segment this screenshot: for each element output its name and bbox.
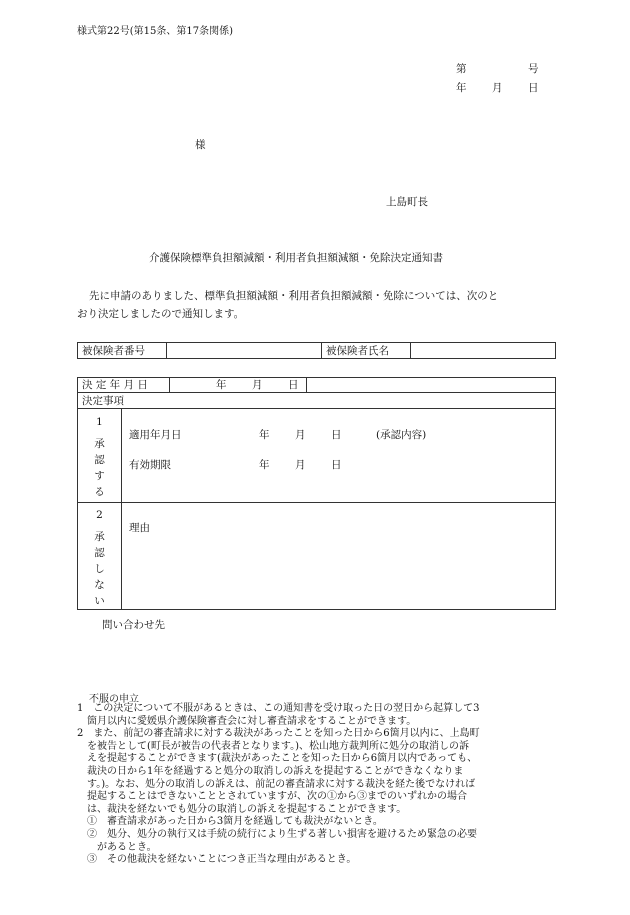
- insured-table: [77, 342, 556, 359]
- approve-char: 認: [94, 454, 105, 466]
- reject-char: な: [94, 579, 105, 591]
- objection-line: えを提起することができます(裁決があったことを知った日から6箇月以内であっても、: [77, 753, 478, 765]
- doc-number-gou: 号: [528, 63, 539, 75]
- objection-line: 1 この決定について不服があるときは、この通知書を受け取った日の翌日から起算して3: [77, 703, 480, 714]
- decision-date-row: [78, 378, 556, 393]
- intro-line-2: おり決定しましたので通知します。: [77, 308, 245, 320]
- decision-date-month: 月: [252, 379, 263, 391]
- date-year: 年: [456, 82, 467, 94]
- applied-year: 年: [259, 429, 270, 441]
- reject-label-cell: [78, 503, 122, 610]
- decision-date-label: 決 定 年 月 日: [78, 378, 170, 392]
- decision-date-value: [170, 378, 307, 392]
- applied-date-label: 適用年月日: [129, 429, 182, 441]
- objection-line: 箇月以内に愛媛県介護保険審査会に対し審査請求をすることができます。: [77, 715, 417, 727]
- objection-line: 提起することはできないこととされていますが、次の①から③までのいずれかの場合: [77, 791, 467, 803]
- approve-char: す: [94, 470, 105, 482]
- insured-name-value: [411, 343, 556, 359]
- decision-date-year: 年: [216, 379, 227, 391]
- document-title: 介護保険標準負担額減額・利用者負担額減額・免除決定通知書: [149, 252, 443, 264]
- intro-line-1: 先に申請のありました、標準負担額減額・利用者負担額減額・免除については、次のと: [89, 290, 499, 302]
- objection-line: があるとき。: [77, 841, 157, 853]
- valid-month: 月: [295, 459, 306, 471]
- doc-number-dai: 第: [456, 63, 467, 75]
- objection-line: 2 また、前記の審査請求に対する裁決があったことを知った日から6箇月以内に、上島町: [77, 728, 480, 740]
- valid-period-label: 有効期限: [129, 459, 171, 471]
- decision-matters-label: 決定事項: [78, 393, 556, 409]
- form-number: 様式第22号(第15条、第17条関係): [77, 26, 233, 37]
- sender: 上島町長: [386, 196, 428, 208]
- inquiry-label: 問い合わせ先: [102, 619, 165, 631]
- objection-line: を被告として(町長が被告の代表者となります。)、松山地方裁判所に処分の取消しの訴: [77, 740, 470, 752]
- objection-line: ③ その他裁決を経ないことにつき正当な理由があるとき。: [77, 854, 357, 866]
- applied-month: 月: [295, 429, 306, 441]
- approve-char: る: [94, 486, 105, 498]
- approve-number: 1: [96, 416, 103, 428]
- approve-content-cell: [122, 409, 556, 503]
- reject-char: 承: [94, 531, 105, 543]
- date-day: 日: [528, 82, 539, 94]
- reason-label: 理由: [129, 522, 150, 534]
- decision-date-day: 日: [288, 379, 299, 391]
- objection-line: す。)。なお、処分の取消しの訴えは、前記の審査請求に対する裁決を経た後でなければ: [77, 778, 476, 790]
- objection-line: ① 審査請求があった日から3箇月を経過しても裁決がないとき。: [77, 816, 383, 828]
- date-month: 月: [492, 82, 503, 94]
- valid-year: 年: [259, 459, 270, 471]
- objection-line: ② 処分、処分の執行又は手続の続行により生ずる著しい損害を避けるため緊急の必要: [77, 829, 477, 840]
- insured-name-label: 被保険者氏名: [322, 343, 411, 359]
- reject-content-cell: [122, 503, 556, 610]
- decision-table: [77, 377, 556, 610]
- insured-number-value: [167, 343, 322, 359]
- reject-char: 認: [94, 547, 105, 559]
- valid-day: 日: [331, 459, 342, 471]
- approve-label-cell: [78, 409, 122, 503]
- applied-day: 日: [331, 429, 342, 441]
- insured-number-label: 被保険者番号: [78, 343, 167, 359]
- reject-number: 2: [96, 509, 103, 521]
- objection-heading: 不服の申立: [89, 694, 139, 705]
- addressee-suffix: 様: [195, 139, 206, 151]
- reject-char: い: [94, 595, 105, 607]
- objection-line: は、裁決を経ないでも処分の取消しの訴えを提起することができます。: [77, 803, 407, 815]
- approval-content-label: (承認内容): [376, 429, 427, 441]
- approve-char: 承: [94, 438, 105, 450]
- reject-char: し: [94, 563, 105, 575]
- objection-line: 裁決の日から1年を経過すると処分の取消しの訴えを提起することができなくなりま: [77, 766, 464, 777]
